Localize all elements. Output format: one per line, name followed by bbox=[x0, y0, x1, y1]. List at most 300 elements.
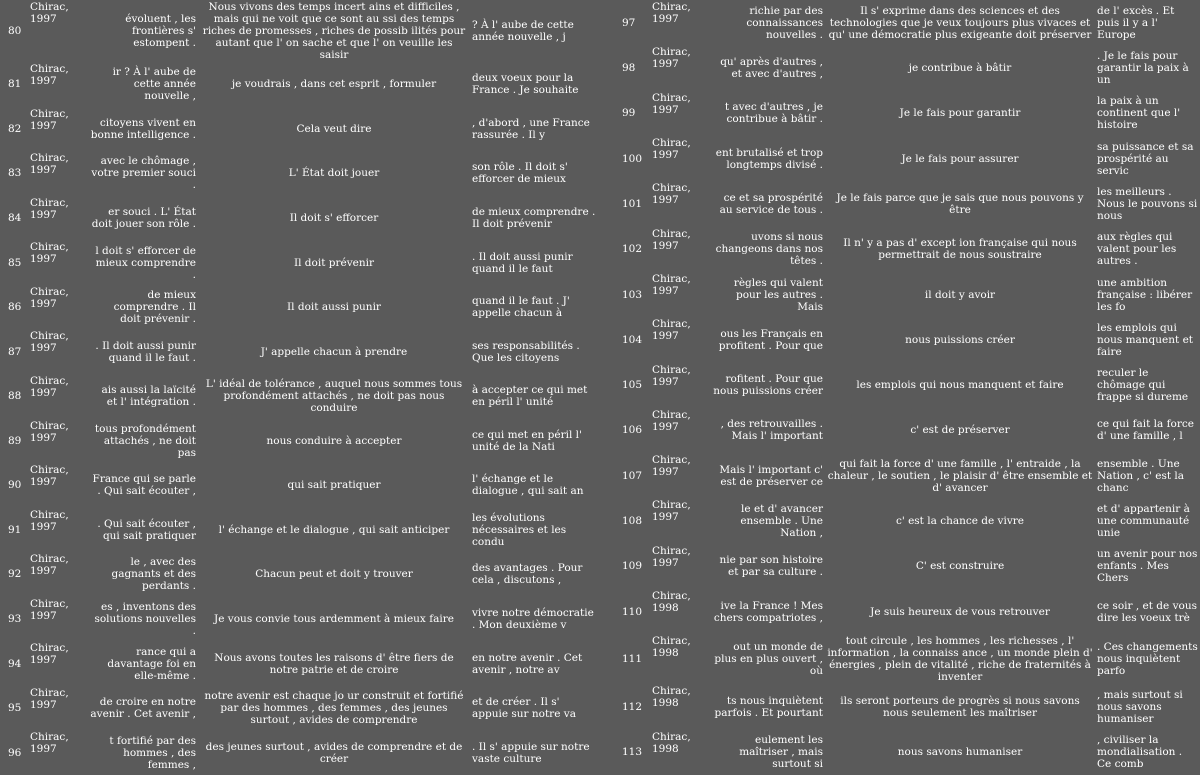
left-context bbox=[710, 0, 825, 45]
keyword-segment-text: J' appelle chacun à prendre bbox=[260, 345, 408, 358]
right-context-text: ensemble . Une Nation , c' est la chanc bbox=[1097, 457, 1185, 494]
author-source bbox=[28, 463, 88, 508]
left-context-text: ts nous inquiètent parfois . Et pourtant bbox=[714, 695, 823, 720]
keyword-segment bbox=[198, 62, 470, 107]
keyword-segment-text: L' idéal de tolérance , auquel nous sommes tous profondément attachés , ne doit pas nous conduire bbox=[205, 378, 463, 415]
keyword-segment bbox=[825, 498, 1095, 543]
line-number-text: 83 bbox=[8, 167, 22, 180]
right-context-text: les évolutions nécessaires et les condu bbox=[472, 511, 567, 548]
line-number bbox=[0, 419, 28, 464]
line-number bbox=[600, 634, 650, 684]
line-number-text: 108 bbox=[622, 515, 643, 528]
concordance-row bbox=[600, 544, 1200, 589]
left-context bbox=[88, 151, 198, 196]
right-context bbox=[1095, 408, 1200, 453]
right-context-text: et de créer . Il s' appuie sur notre va bbox=[472, 696, 576, 721]
line-number bbox=[600, 91, 650, 136]
left-context-text: ous les Français en profitent . Pour que bbox=[718, 327, 823, 352]
right-context-text: une ambition française : libérer les fo bbox=[1097, 276, 1193, 313]
author-source-text: Chirac, 1997 bbox=[30, 419, 69, 444]
left-context-text: ais aussi la laïcité et l' intégration . bbox=[101, 384, 196, 409]
left-context-text: ent brutalisé et trop longtemps divisé . bbox=[715, 146, 823, 171]
keyword-segment bbox=[825, 0, 1095, 45]
keyword-segment-text: Il n' y a pas d' except ion française qui nous permettrait de nous soustraire bbox=[843, 237, 1077, 262]
author-source bbox=[650, 272, 710, 317]
concordance-row bbox=[600, 272, 1200, 317]
left-context-text: . Qui sait écouter , qui sait pratiquer bbox=[97, 517, 196, 542]
author-source bbox=[650, 408, 710, 453]
author-source bbox=[28, 0, 88, 62]
keyword-segment bbox=[825, 91, 1095, 136]
concordance-row bbox=[600, 363, 1200, 408]
left-context-text: er souci . L' État doit jouer son rôle . bbox=[91, 205, 196, 230]
concordance-row bbox=[0, 285, 600, 330]
author-source bbox=[28, 730, 88, 775]
left-context bbox=[710, 634, 825, 684]
line-number-text: 80 bbox=[8, 25, 22, 37]
author-source-text: Chirac, 1997 bbox=[30, 285, 69, 310]
right-context bbox=[1095, 227, 1200, 272]
keyword-segment-text: Je le fais parce que je sais que nous pouvons y être bbox=[836, 191, 1084, 216]
keyword-segment bbox=[825, 136, 1095, 181]
author-source bbox=[650, 45, 710, 90]
author-source bbox=[28, 329, 88, 374]
left-context bbox=[710, 91, 825, 136]
concordance-row bbox=[0, 151, 600, 196]
line-number-text: 88 bbox=[8, 390, 22, 403]
keyword-segment-text: ils seront porteurs de progrès si nous savons nous seulement les maîtriser bbox=[840, 695, 1080, 720]
line-number bbox=[0, 329, 28, 374]
author-source bbox=[28, 374, 88, 419]
left-context bbox=[88, 62, 198, 107]
line-number-text: 113 bbox=[622, 746, 643, 759]
left-context bbox=[710, 408, 825, 453]
author-source bbox=[650, 136, 710, 181]
author-source-text: Chirac, 1997 bbox=[30, 508, 69, 533]
left-context bbox=[710, 363, 825, 408]
right-context bbox=[1095, 317, 1200, 362]
author-source-text: Chirac, 1997 bbox=[652, 499, 691, 524]
concordance-row bbox=[600, 589, 1200, 634]
line-number-text: 92 bbox=[8, 568, 22, 581]
left-context-text: le et d' avancer ensemble . Une Nation , bbox=[740, 503, 823, 540]
right-context bbox=[470, 374, 600, 419]
concordance-row bbox=[0, 730, 600, 775]
line-number bbox=[600, 317, 650, 362]
line-number-text: 112 bbox=[622, 701, 643, 714]
concordance-row bbox=[0, 597, 600, 642]
right-context bbox=[1095, 498, 1200, 543]
author-source-text: Chirac, 1997 bbox=[30, 686, 69, 711]
right-context-text: de l' excès . Et puis il y a l' Europe bbox=[1097, 4, 1175, 41]
left-context-text: qu' après d'autres , et avec d'autres , bbox=[720, 55, 823, 80]
author-source-text: Chirac, 1997 bbox=[30, 330, 69, 355]
keyword-segment bbox=[825, 453, 1095, 498]
line-number-text: 85 bbox=[8, 256, 22, 269]
right-context-text: de mieux comprendre . Il doit prévenir bbox=[472, 205, 596, 230]
right-context-text: . Je le fais pour garantir la paix à un bbox=[1097, 49, 1189, 86]
author-source bbox=[650, 363, 710, 408]
right-context-text: et d' appartenir à une communauté unie bbox=[1097, 503, 1190, 540]
keyword-segment-text: Je suis heureux de vous retrouver bbox=[870, 605, 1050, 618]
left-context bbox=[710, 45, 825, 90]
right-context bbox=[470, 597, 600, 642]
right-context-text: quand il le faut . J' appelle chacun à bbox=[472, 295, 570, 320]
author-source bbox=[28, 240, 88, 285]
keyword-segment bbox=[198, 240, 470, 285]
keyword-segment bbox=[198, 508, 470, 553]
right-context-text: . Il s' appuie sur notre vaste culture bbox=[472, 740, 590, 765]
keyword-segment bbox=[198, 0, 470, 62]
keyword-segment bbox=[198, 419, 470, 464]
line-number-text: 101 bbox=[622, 197, 643, 210]
author-source-text: Chirac, 1997 bbox=[652, 318, 691, 343]
keyword-segment bbox=[198, 730, 470, 775]
right-context bbox=[470, 107, 600, 152]
left-context-text: . Il doit aussi punir quand il le faut . bbox=[95, 339, 196, 364]
left-context-text: ce et sa prospérité au service de tous . bbox=[719, 191, 823, 216]
right-context-text: les meilleurs . Nous le pouvons si nous bbox=[1097, 185, 1198, 222]
line-number-text: 111 bbox=[622, 653, 643, 666]
left-context bbox=[710, 181, 825, 226]
left-context bbox=[88, 597, 198, 642]
keyword-segment bbox=[198, 374, 470, 419]
concordance-row bbox=[0, 240, 600, 285]
keyword-segment bbox=[825, 317, 1095, 362]
line-number bbox=[0, 285, 28, 330]
author-source bbox=[650, 589, 710, 634]
author-source-text: Chirac, 1997 bbox=[30, 642, 69, 667]
keyword-segment-text: tout circule , les hommes , les richesses , l' information , la connaiss ance , un monde plein d' énergies , plein de vitalité , riche de fraternités à inventer bbox=[827, 635, 1093, 684]
left-context bbox=[88, 0, 198, 62]
left-context bbox=[88, 196, 198, 241]
concordance-row bbox=[0, 463, 600, 508]
line-number-text: 105 bbox=[622, 379, 643, 392]
author-source-text: Chirac, 1997 bbox=[652, 544, 691, 569]
keyword-segment bbox=[198, 552, 470, 597]
line-number bbox=[0, 597, 28, 642]
left-context bbox=[88, 641, 198, 686]
author-source-text: Chirac, 1997 bbox=[30, 1, 69, 25]
author-source bbox=[28, 686, 88, 731]
right-context-text: à accepter ce qui met en péril l' unité bbox=[472, 384, 588, 409]
concordance-row bbox=[600, 730, 1200, 775]
keyword-segment-text: Il doit s' efforcer bbox=[289, 211, 379, 224]
author-source bbox=[28, 641, 88, 686]
keyword-segment bbox=[825, 45, 1095, 90]
right-context-text: aux règles qui valent pour les autres . bbox=[1097, 231, 1177, 268]
author-source bbox=[28, 419, 88, 464]
author-source-text: Chirac, 1997 bbox=[652, 46, 691, 71]
left-context bbox=[88, 419, 198, 464]
keyword-segment bbox=[198, 597, 470, 642]
right-context bbox=[470, 508, 600, 553]
left-context-text: l doit s' efforcer de mieux comprendre . bbox=[95, 244, 196, 281]
author-source-text: Chirac, 1998 bbox=[652, 730, 691, 755]
left-context bbox=[88, 285, 198, 330]
line-number-text: 87 bbox=[8, 345, 22, 358]
line-number bbox=[0, 508, 28, 553]
author-source-text: Chirac, 1998 bbox=[652, 590, 691, 615]
concordance-row bbox=[0, 107, 600, 152]
author-source-text: Chirac, 1997 bbox=[30, 241, 69, 266]
line-number-text: 104 bbox=[622, 333, 643, 346]
concordance-row bbox=[0, 62, 600, 107]
right-context bbox=[1095, 544, 1200, 589]
right-context bbox=[1095, 0, 1200, 45]
keyword-segment-text: nous savons humaniser bbox=[897, 746, 1023, 759]
right-context bbox=[470, 0, 600, 62]
keyword-segment bbox=[825, 730, 1095, 775]
right-context bbox=[1095, 730, 1200, 775]
keyword-segment-text: les emplois qui nous manquent et faire bbox=[856, 379, 1064, 392]
concordance-row bbox=[0, 374, 600, 419]
concordance-column-right bbox=[600, 0, 1200, 775]
right-context bbox=[470, 730, 600, 775]
keyword-segment-text: C' est construire bbox=[915, 560, 1005, 573]
line-number-text: 90 bbox=[8, 479, 22, 492]
left-context bbox=[710, 544, 825, 589]
keyword-segment-text: Nous avons toutes les raisons d' être fiers de notre patrie et de croire bbox=[214, 651, 454, 676]
line-number-text: 107 bbox=[622, 469, 643, 482]
line-number bbox=[0, 0, 28, 62]
keyword-segment-text: c' est la chance de vivre bbox=[895, 515, 1025, 528]
right-context-text: son rôle . Il doit s' efforcer de mieux bbox=[472, 161, 568, 186]
author-source-text: Chirac, 1997 bbox=[652, 227, 691, 252]
author-source bbox=[650, 453, 710, 498]
author-source-text: Chirac, 1997 bbox=[652, 136, 691, 161]
right-context-text: , civiliser la mondialisation . Ce comb bbox=[1097, 734, 1183, 771]
keyword-segment bbox=[825, 408, 1095, 453]
line-number bbox=[600, 589, 650, 634]
right-context bbox=[1095, 634, 1200, 684]
left-context bbox=[710, 272, 825, 317]
concordance-row bbox=[600, 408, 1200, 453]
keyword-segment bbox=[198, 329, 470, 374]
line-number bbox=[0, 62, 28, 107]
author-source bbox=[28, 597, 88, 642]
line-number-text: 98 bbox=[622, 61, 636, 74]
keyword-segment-text: c' est de préserver bbox=[910, 424, 1010, 437]
keyword-segment bbox=[825, 272, 1095, 317]
left-context-text: , des retrouvailles . Mais l' important bbox=[720, 418, 823, 443]
line-number-text: 82 bbox=[8, 122, 22, 135]
line-number-text: 110 bbox=[622, 605, 643, 618]
left-context bbox=[88, 107, 198, 152]
left-context bbox=[710, 498, 825, 543]
keyword-segment-text: Il doit prévenir bbox=[293, 256, 375, 269]
concordance-row bbox=[600, 453, 1200, 498]
right-context-text: ses responsabilités . Que les citoyens bbox=[472, 339, 580, 364]
author-source bbox=[650, 730, 710, 775]
concordance-row bbox=[600, 498, 1200, 543]
concordance-row bbox=[600, 91, 1200, 136]
left-context-text: out un monde de plus en plus ouvert , où bbox=[714, 641, 823, 678]
author-source bbox=[650, 684, 710, 729]
right-context-text: sa puissance et sa prospérité au servic bbox=[1097, 140, 1194, 177]
left-context bbox=[710, 227, 825, 272]
right-context-text: reculer le chômage qui frappe si dureme bbox=[1097, 367, 1189, 404]
author-source-text: Chirac, 1997 bbox=[30, 464, 69, 489]
concordance-row bbox=[0, 0, 600, 62]
line-number bbox=[0, 151, 28, 196]
line-number bbox=[0, 240, 28, 285]
right-context bbox=[470, 552, 600, 597]
keyword-segment-text: Il doit aussi punir bbox=[287, 301, 381, 314]
line-number-text: 103 bbox=[622, 288, 643, 301]
author-source bbox=[28, 285, 88, 330]
line-number bbox=[600, 272, 650, 317]
left-context-text: t fortifié par des hommes , des femmes , bbox=[109, 734, 196, 771]
line-number bbox=[600, 0, 650, 45]
left-context bbox=[88, 374, 198, 419]
right-context bbox=[470, 285, 600, 330]
keyword-segment bbox=[198, 686, 470, 731]
keyword-segment-text: qui sait pratiquer bbox=[287, 479, 381, 492]
keyword-segment-text: Je vous convie tous ardemment à mieux faire bbox=[214, 613, 454, 626]
left-context bbox=[710, 730, 825, 775]
left-context-text: es , inventons des solutions nouvelles . bbox=[94, 601, 196, 638]
line-number bbox=[600, 227, 650, 272]
keyword-segment bbox=[198, 641, 470, 686]
line-number-text: 99 bbox=[622, 107, 636, 120]
left-context-text: eulement les maîtriser , mais surtout si bbox=[739, 734, 823, 771]
right-context-text: en notre avenir . Cet avenir , notre av bbox=[472, 651, 583, 676]
left-context-text: Mais l' important c' est de préserver ce bbox=[719, 463, 823, 488]
right-context bbox=[470, 641, 600, 686]
left-context-text: règles qui valent pour les autres . Mais bbox=[733, 276, 823, 313]
right-context bbox=[470, 329, 600, 374]
left-context-text: uvons si nous changeons dans nos têtes . bbox=[715, 231, 823, 268]
right-context bbox=[1095, 453, 1200, 498]
line-number bbox=[600, 684, 650, 729]
right-context-text: , mais surtout si nous savons humaniser bbox=[1097, 689, 1183, 726]
keyword-segment-text: qui fait la force d' une famille , l' entraide , la chaleur , le soutien , le plaisir d' être ensemble et d' avancer bbox=[827, 457, 1093, 494]
right-context-text: . Il doit aussi punir quand il le faut bbox=[472, 250, 573, 275]
concordance-row bbox=[600, 227, 1200, 272]
author-source bbox=[650, 91, 710, 136]
right-context bbox=[1095, 589, 1200, 634]
right-context-text: ? À l' aube de cette année nouvelle , j bbox=[472, 19, 574, 43]
keyword-segment-text: je voudrais , dans cet esprit , formuler bbox=[231, 78, 437, 91]
author-source-text: Chirac, 1997 bbox=[30, 63, 69, 87]
left-context-text: France qui se parle . Qui sait écouter , bbox=[92, 473, 196, 498]
left-context bbox=[88, 686, 198, 731]
keyword-segment-text: Nous vivons des temps incert ains et difficiles , mais qui ne voit que ce sont au ssi des temps riches de promesses , riches de possib ilités pour autant que l' on sache et que l' on veuille les saisir bbox=[202, 1, 466, 61]
author-source bbox=[28, 508, 88, 553]
right-context-text: ce qui fait la force d' une famille , l bbox=[1097, 418, 1194, 443]
right-context bbox=[1095, 136, 1200, 181]
left-context bbox=[710, 317, 825, 362]
keyword-segment bbox=[825, 634, 1095, 684]
line-number bbox=[600, 363, 650, 408]
author-source-text: Chirac, 1998 bbox=[652, 635, 691, 660]
right-context bbox=[1095, 272, 1200, 317]
line-number bbox=[0, 463, 28, 508]
left-context bbox=[710, 684, 825, 729]
author-source-text: Chirac, 1997 bbox=[652, 91, 691, 116]
right-context-text: ce soir , et de vous dire les voeux trè bbox=[1097, 599, 1197, 624]
line-number-text: 102 bbox=[622, 243, 643, 256]
line-number-text: 100 bbox=[622, 152, 643, 165]
author-source-text: Chirac, 1997 bbox=[30, 553, 69, 578]
right-context bbox=[1095, 91, 1200, 136]
line-number-text: 95 bbox=[8, 702, 22, 715]
author-source bbox=[28, 552, 88, 597]
keyword-segment bbox=[198, 285, 470, 330]
keyword-segment bbox=[198, 107, 470, 152]
author-source-text: Chirac, 1997 bbox=[30, 196, 69, 221]
right-context bbox=[1095, 684, 1200, 729]
line-number-text: 84 bbox=[8, 211, 22, 224]
line-number bbox=[0, 552, 28, 597]
keyword-segment bbox=[198, 463, 470, 508]
concordance-row bbox=[0, 508, 600, 553]
author-source bbox=[650, 317, 710, 362]
author-source bbox=[650, 181, 710, 226]
left-context-text: évoluent , les frontières s' estompent . bbox=[125, 13, 196, 49]
left-context-text: ir ? À l' aube de cette année nouvelle , bbox=[112, 66, 196, 103]
right-context-text: les emplois qui nous manquent et faire bbox=[1097, 321, 1194, 358]
author-source bbox=[650, 227, 710, 272]
left-context-text: rofitent . Pour que nous puissions créer bbox=[713, 373, 823, 398]
concordance-row bbox=[600, 45, 1200, 90]
right-context bbox=[470, 196, 600, 241]
concordance-row bbox=[600, 684, 1200, 729]
concordance-row bbox=[0, 419, 600, 464]
author-source bbox=[28, 62, 88, 107]
right-context bbox=[470, 62, 600, 107]
right-context bbox=[470, 686, 600, 731]
left-context-text: de croire en notre avenir . Cet avenir , bbox=[90, 696, 196, 721]
author-source-text: Chirac, 1997 bbox=[652, 272, 691, 297]
author-source bbox=[28, 107, 88, 152]
author-source-text: Chirac, 1997 bbox=[30, 152, 69, 177]
right-context bbox=[470, 419, 600, 464]
line-number bbox=[0, 196, 28, 241]
line-number-text: 81 bbox=[8, 78, 22, 91]
keyword-segment bbox=[825, 363, 1095, 408]
right-context-text: vivre notre démocratie . Mon deuxième v bbox=[472, 607, 594, 632]
author-source-text: Chirac, 1997 bbox=[652, 1, 691, 25]
left-context bbox=[710, 136, 825, 181]
left-context bbox=[88, 552, 198, 597]
line-number bbox=[0, 374, 28, 419]
keyword-segment-text: nous conduire à accepter bbox=[266, 434, 402, 447]
keyword-segment-text: nous puissions créer bbox=[905, 333, 1015, 346]
line-number bbox=[600, 45, 650, 90]
keyword-segment bbox=[825, 589, 1095, 634]
author-source-text: Chirac, 1997 bbox=[30, 107, 69, 132]
right-context bbox=[1095, 45, 1200, 90]
right-context-text: des avantages . Pour cela , discutons , bbox=[472, 562, 583, 587]
keyword-segment bbox=[198, 151, 470, 196]
left-context-text: t avec d'autres , je contribue à bâtir . bbox=[724, 101, 823, 126]
line-number-text: 96 bbox=[8, 746, 22, 759]
line-number-text: 86 bbox=[8, 301, 22, 314]
author-source-text: Chirac, 1997 bbox=[30, 374, 69, 399]
right-context bbox=[1095, 181, 1200, 226]
left-context-text: richie par des connaissances nouvelles . bbox=[746, 4, 823, 41]
keyword-segment-text: l' échange et le dialogue , qui sait anticiper bbox=[218, 523, 450, 536]
left-context-text: ive la France ! Mes chers compatriotes , bbox=[713, 599, 823, 624]
keyword-segment-text: des jeunes surtout , avides de comprendre et de créer bbox=[205, 740, 463, 765]
line-number-text: 89 bbox=[8, 434, 22, 447]
left-context bbox=[88, 240, 198, 285]
right-context-text: ce qui met en péril l' unité de la Nati bbox=[472, 428, 582, 453]
keyword-segment-text: Cela veut dire bbox=[296, 122, 372, 135]
line-number bbox=[0, 730, 28, 775]
